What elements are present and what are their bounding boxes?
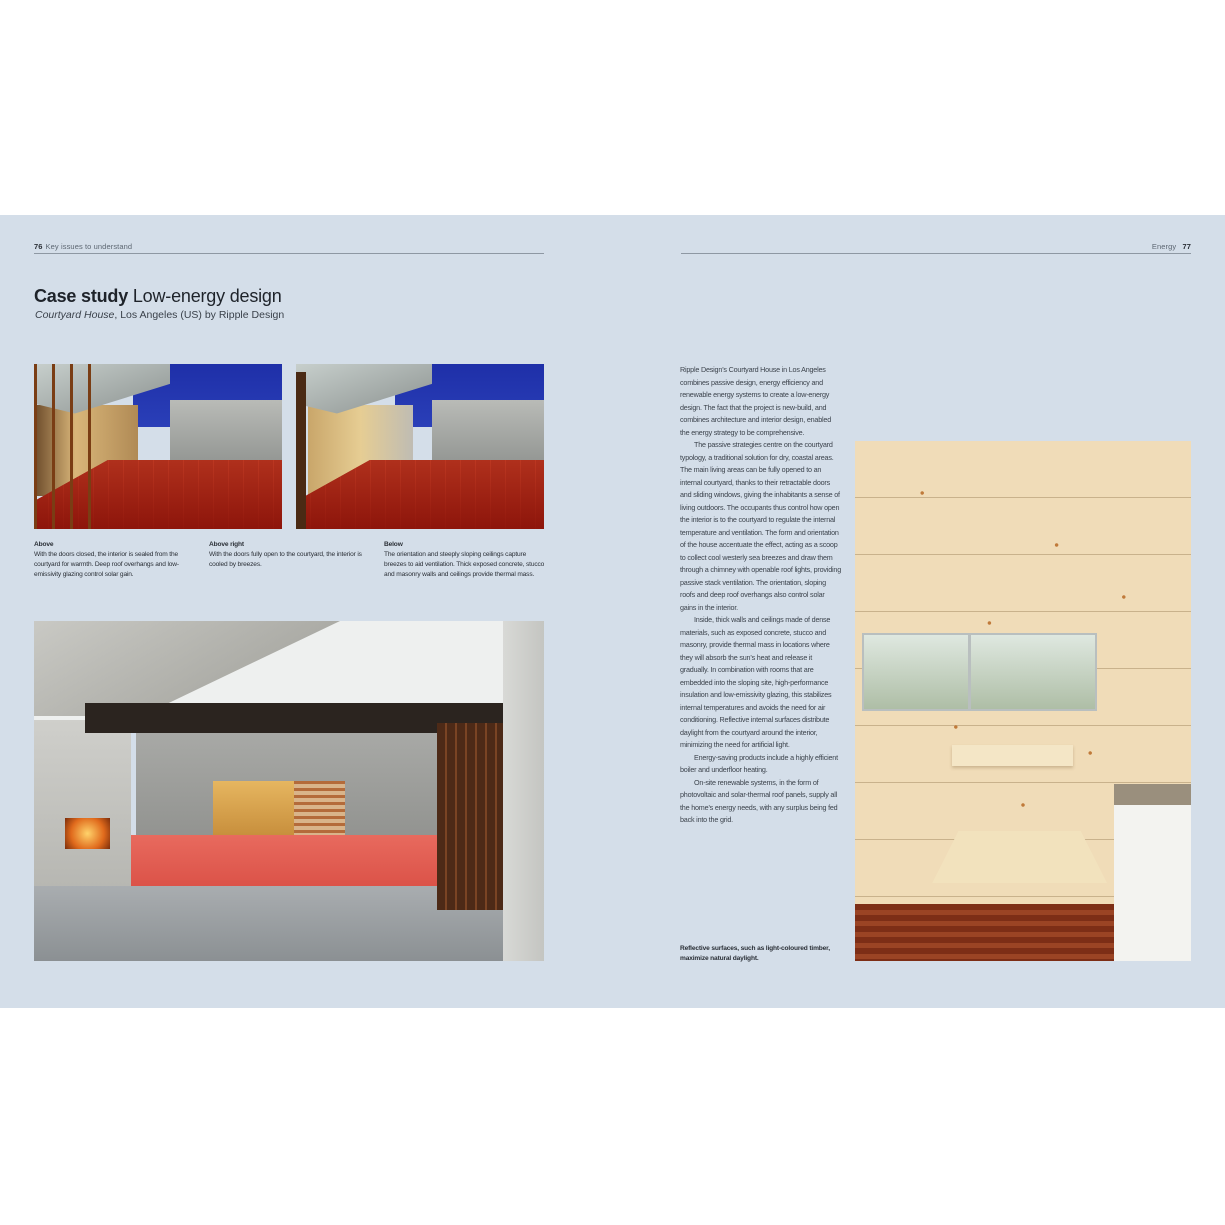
caption-heading: Above right [209, 541, 244, 548]
caption-heading: Above [34, 541, 54, 548]
body-paragraph: On-site renewable systems, in the form of photovoltaic and solar-thermal roof panels, supply all the home’s energy needs, with any surplus being fed back into the grid. [680, 777, 838, 824]
left-page-number: 76 [34, 242, 43, 251]
right-running-head [1152, 242, 1191, 251]
body-paragraph: Ripple Design’s Courtyard House in Los Angeles combines passive design, energy efficiency and renewable energy systems to create a low-energy design. The fact that the project is new-build, and combines architecture and interior design, enabled the energy strategy to be comprehensive. [680, 365, 832, 437]
book-spread [0, 215, 1225, 1008]
caption-timber: Reflective surfaces, such as light-coloured timber, maximize natural daylight. [680, 945, 830, 962]
photo-above [34, 364, 282, 529]
caption-text: The orientation and steeply sloping ceilings capture breezes to aid ventilation. Thick exposed concrete, stucco and masonry walls and ceilings provide thermal mass. [384, 551, 545, 578]
title-regular: Low-energy design [132, 286, 282, 306]
subtitle-project: Courtyard House [35, 309, 115, 321]
left-running-head-text: Key issues to understand [45, 242, 133, 251]
caption-above [34, 540, 194, 580]
caption-above-right [209, 540, 369, 570]
right-page-number: 77 [1182, 242, 1191, 251]
subtitle-location: , Los Angeles (US) by Ripple Design [114, 309, 285, 321]
caption-text: With the doors fully open to the courtyard, the interior is cooled by breezes. [209, 551, 362, 568]
photo-below [34, 621, 544, 961]
page-title [34, 286, 282, 307]
page-subtitle [35, 309, 284, 321]
body-text [680, 364, 842, 827]
left-running-head [34, 242, 132, 251]
caption-heading: Below [384, 541, 403, 548]
right-header-rule [681, 253, 1191, 254]
photo-above-right [296, 364, 544, 529]
body-paragraph: Energy-saving products include a highly efficient boiler and underfloor heating. [680, 752, 838, 774]
photo-timber-interior [855, 441, 1191, 961]
caption-below [384, 540, 546, 580]
body-paragraph: Inside, thick walls and ceilings made of dense materials, such as exposed concrete, stucco and masonry, provide thermal mass in locations where they will absorb the sun’s heat and release it gradually. In combination with rooms that are embedded into the sloping site, high-performance insulation and low-emissivity glazing, this stabilizes internal temperatures and avoids the need for air conditioning. Reflective internal surfaces distribute daylight from the courtyard around the interior, minimizing the need for artificial light. [680, 615, 832, 749]
left-header-rule [34, 253, 544, 254]
title-bold: Case study [34, 286, 129, 306]
caption-text: With the doors closed, the interior is sealed from the courtyard for warmth. Deep roof overhangs and low-emissivity glazing control solar gain. [34, 551, 179, 578]
right-running-head-text: Energy [1151, 242, 1177, 251]
body-paragraph: The passive strategies centre on the courtyard typology, a traditional solution for dry, coastal areas. The main living areas can be fully opened to an internal courtyard, thanks to their retractable doors and sliding windows, giving the inhabitants a sense of living outdoors. The occupants thus control how open the interior is to the courtyard to regulate the internal temperature and ventilation. The form and orientation of the house accentuate the effect, acting as a scoop to collect cool westerly sea breezes and draw them through a chimney with openable roof lights, providing passive stack ventilation. The orientation, sloping roofs and deep roof overhangs also control solar gains in the interior. [680, 440, 842, 612]
